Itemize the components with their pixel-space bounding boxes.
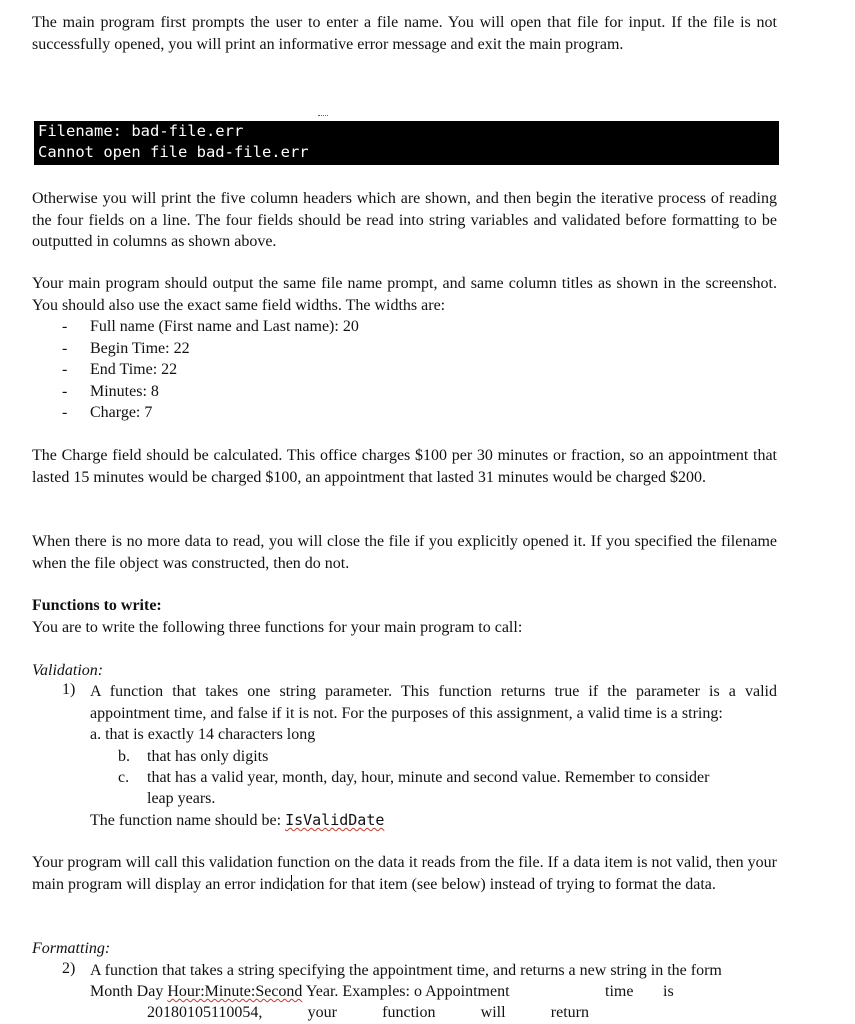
formatting-example-line <box>90 981 777 1003</box>
terminal-output <box>34 121 779 165</box>
formatting-example-line-2 <box>147 1002 589 1024</box>
field-widths-paragraph: Your main program should output the same file name prompt, and same column titles as shown in the screenshot. You should also use the exact same field widths. The widths are: <box>32 275 777 314</box>
functions-intro: You are to write the following three functions for your main program to call: <box>32 619 523 636</box>
criterion-c-line2: leap years. <box>147 790 216 807</box>
terminal-line-prompt: Filename: bad-file.err <box>38 122 244 140</box>
functions-heading: Functions to write: <box>32 597 162 614</box>
column-headers-paragraph: Otherwise you will print the five column headers which are shown, and then begin the iterative process of reading the four fields on a line. The four fields should be read into string variables and validated before formatting to be outputted in columns as shown above. <box>32 190 777 250</box>
paragraph-text-start: Your program will call this validation function on the data it reads from the file. If a data item is not valid, then your main program will display an error indic <box>32 854 777 893</box>
function-name: IsValidDate <box>285 811 385 829</box>
item-number: 1) <box>62 681 76 698</box>
list-item: - End Time: 22 <box>62 359 359 381</box>
close-file-paragraph: When there is no more data to read, you will close the file if you explicitly opened it. If you specified the filename when the file object was constructed, then do not. <box>32 533 777 572</box>
charge-paragraph: The Charge field should be calculated. This office charges $100 per 30 minutes or fraction, so an appointment that lasted 15 minutes would be charged $100, an appointment that lasted 31 minutes would be charged $200. <box>32 447 777 486</box>
intro-paragraph: The main program first prompts the user to enter a file name. You will open that file for input. If the file is not successfully opened, you will print an informative error message and exit the main program. <box>32 14 777 53</box>
validation-heading: Validation: <box>32 662 104 679</box>
criterion-a: a. that is exactly 14 characters long <box>90 726 316 743</box>
paragraph-text-end: ation for that item (see below) instead of trying to format the data. <box>292 875 716 893</box>
text-segment: Appointment <box>425 983 510 1000</box>
text-segment: is <box>663 983 674 1000</box>
word: your <box>307 1004 337 1021</box>
margin-mark <box>318 115 328 120</box>
time-format-text: Hour:Minute:Second <box>167 983 303 1000</box>
function-name-line <box>90 810 384 832</box>
word: return <box>550 1004 589 1021</box>
item-number: 2) <box>62 960 76 977</box>
function-name-label: The function name should be: <box>90 812 286 829</box>
criterion-c-label: c. <box>118 769 130 786</box>
criterion-b-label: b. <box>118 748 130 765</box>
word: will <box>480 1004 506 1021</box>
word: 20180105110054, <box>147 1004 263 1021</box>
criterion-c-line1: that has a valid year, month, day, hour, minute and second value. Remember to consider <box>147 769 710 786</box>
criterion-b: that has only digits <box>147 748 269 765</box>
validation-usage-paragraph <box>32 852 777 895</box>
list-item: - Charge: 7 <box>62 402 359 424</box>
field-widths-list <box>62 316 359 424</box>
item-text: A function that takes one string parameter. This function returns true if the parameter is a valid appointment time, and false if it is not. For the purposes of this assignment, a valid time is a string: <box>90 683 777 722</box>
bullet-icon: o <box>413 983 422 1000</box>
text-segment: Month Day <box>90 983 168 1000</box>
list-item: - Begin Time: 22 <box>62 338 359 360</box>
word: function <box>382 1004 436 1021</box>
terminal-line-error: Cannot open file bad-file.err <box>38 143 309 161</box>
list-item: - Minutes: 8 <box>62 381 359 403</box>
list-item: - Full name (First name and Last name): 20 <box>62 316 359 338</box>
formatting-heading: Formatting: <box>32 940 111 957</box>
text-segment: Year. Examples: <box>302 983 414 1000</box>
item-text: A function that takes a string specifying the appointment time, and returns a new string in the form <box>90 962 722 979</box>
text-segment: time <box>605 983 634 1000</box>
